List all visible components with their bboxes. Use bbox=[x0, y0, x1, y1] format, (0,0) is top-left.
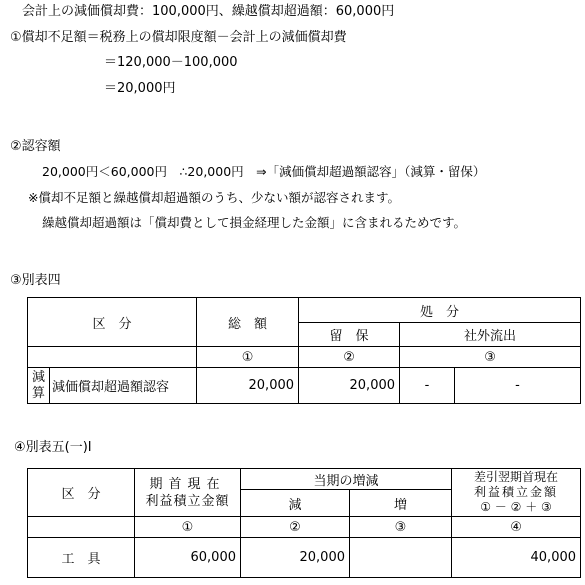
row-value-1: 60,000 bbox=[135, 538, 241, 578]
kubun-number-cell bbox=[28, 347, 197, 368]
col1-number: ① bbox=[135, 517, 241, 538]
row-dash-2: - bbox=[455, 368, 581, 404]
kubun-number-cell bbox=[28, 517, 135, 538]
period-header: 当期の増減 bbox=[241, 469, 452, 490]
row-side-label: 減算 bbox=[28, 368, 50, 404]
col4-number: ④ bbox=[452, 517, 581, 538]
beppyo5-table bbox=[27, 468, 581, 578]
sashihiki-line3: ① － ② ＋ ③ bbox=[480, 500, 552, 514]
kishu-header bbox=[135, 469, 241, 517]
ryuho-header: 留 保 bbox=[299, 323, 400, 347]
section4-heading: ④別表五(一)Ⅰ bbox=[14, 440, 92, 455]
row-total: 20,000 bbox=[197, 368, 299, 404]
section2-note1: ※償却不足額と繰越償却超過額のうち、少ない額が認容されます。 bbox=[28, 190, 400, 205]
row-value-4: 40,000 bbox=[452, 538, 581, 578]
row-value-2: 20,000 bbox=[241, 538, 350, 578]
section1-heading: ①償却不足額＝税務上の償却限度額－会計上の減価償却費 bbox=[10, 30, 347, 45]
row-value-3 bbox=[350, 538, 452, 578]
row-ryuho: 20,000 bbox=[299, 368, 400, 404]
sashihiki-line1: 差引翌期首現在 bbox=[474, 470, 559, 484]
col2-number: ② bbox=[241, 517, 350, 538]
intro-text: 会計上の減価償却費：100,000円、繰越償却超過額：60,000円 bbox=[22, 4, 395, 19]
kubun-header: 区 分 bbox=[28, 298, 197, 347]
shagai-header: 社外流出 bbox=[400, 323, 581, 347]
sashihiki-line2: 利益積立金額 bbox=[474, 485, 559, 499]
section3-heading: ③別表四 bbox=[10, 273, 61, 288]
zou-header: 増 bbox=[350, 490, 452, 517]
kishu-header-line1: 期首現在 bbox=[149, 476, 226, 492]
row-label: 減価償却超過額認容 bbox=[50, 368, 197, 404]
kubun-header: 区 分 bbox=[28, 469, 135, 517]
section1-line1: ＝120,000－100,000 bbox=[104, 55, 238, 70]
col1-number: ① bbox=[197, 347, 299, 368]
col3-number: ③ bbox=[400, 347, 581, 368]
kishu-header-line2: 利益積立金額 bbox=[145, 493, 230, 509]
section2-heading: ②認容額 bbox=[10, 139, 61, 154]
col3-number: ③ bbox=[350, 517, 452, 538]
section2-note2: 繰越償却超過額は「償却費として損金経理した金額」に含まれるためです。 bbox=[42, 215, 467, 230]
sashihiki-header bbox=[452, 469, 581, 517]
gen-header: 減 bbox=[241, 490, 350, 517]
row-dash-1: - bbox=[400, 368, 455, 404]
row-label: 工 具 bbox=[28, 538, 135, 578]
col2-number: ② bbox=[299, 347, 400, 368]
section1-line2: ＝20,000円 bbox=[104, 81, 176, 96]
sogaku-header: 総 額 bbox=[197, 298, 299, 347]
beppyo4-table bbox=[27, 297, 581, 404]
section2-line1: 20,000円＜60,000円 ∴20,000円 ⇒「減価償却超過額認容」（減算・留保） bbox=[42, 164, 486, 179]
shobun-header: 処 分 bbox=[299, 298, 581, 323]
